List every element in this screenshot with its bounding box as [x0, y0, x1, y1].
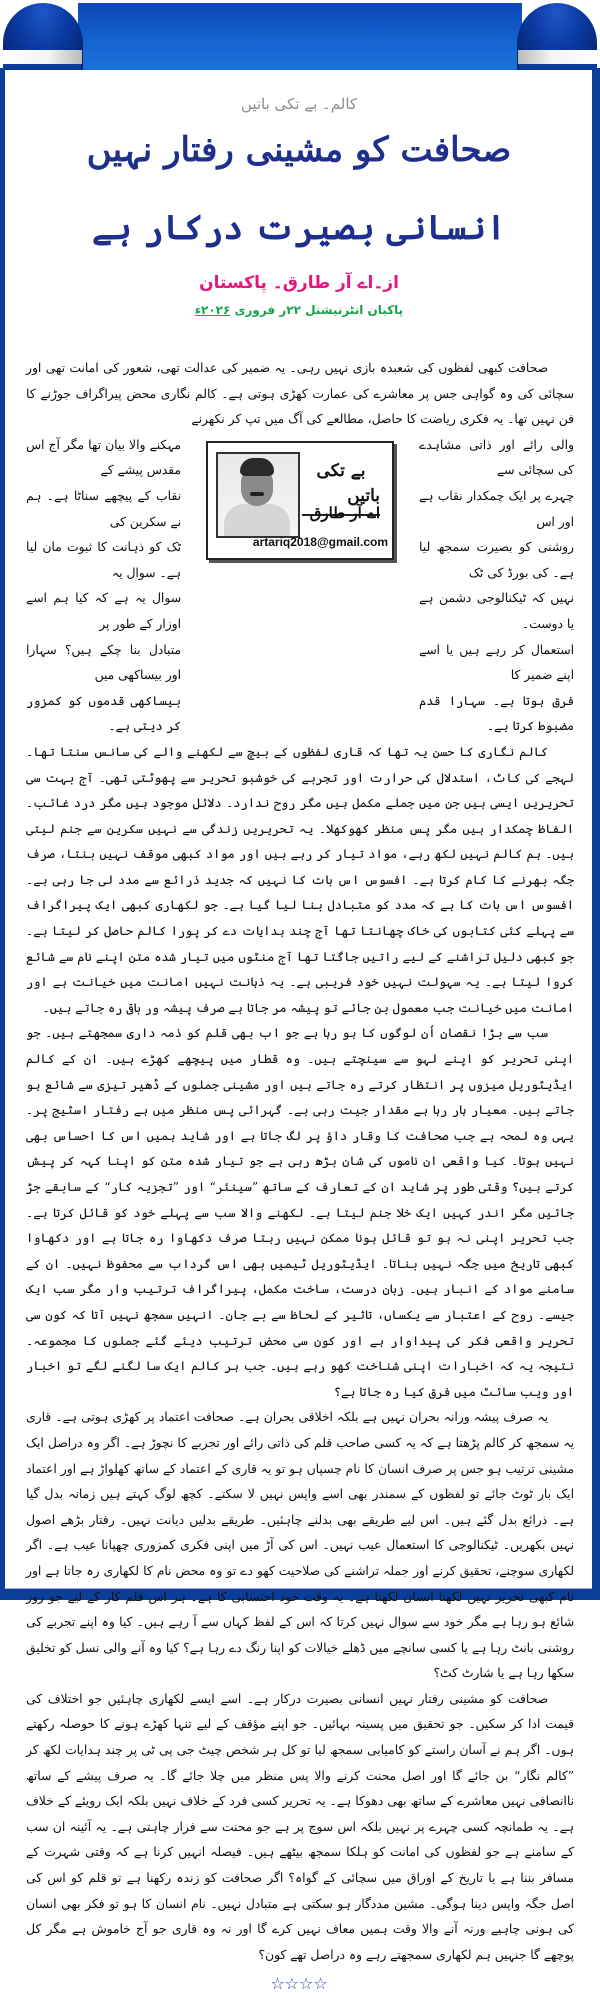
byline: از۔اے آر طارق۔ پاکستان: [199, 273, 399, 293]
column-kicker: کالم۔ بے تکی باتیں: [240, 95, 358, 113]
inset-line: روشنی کو بصیرت سمجھ لیا ہے۔ کی بورڈ کی ٹک: [419, 540, 574, 580]
inset-section: [26, 433, 574, 740]
inset-text-left: [26, 433, 181, 740]
column-name: بے تکی باتیں: [302, 459, 380, 516]
author-email[interactable]: artariq2018@gmail.com: [252, 535, 388, 550]
headline-line-1: صحافت کو مشینی رفتار نہیں: [86, 130, 512, 170]
author-name: اے آر طارق: [309, 503, 380, 522]
end-stars-icon: ☆☆☆☆: [270, 1974, 328, 1993]
dateline-year: ۲۰۲۶ء: [194, 303, 231, 317]
scroll-curl-right: [518, 50, 600, 64]
body-paragraph: سب سے بڑا نقصان اُن لوگوں کا ہو رہا ہے جو اب بھی قلم کو ذمہ داری سمجھتے ہیں۔ جو اپنی تحریر کو اپنے لہو سے سینچتے ہیں۔ وہ قطار میں پیچھے کھڑے ہیں۔ ان کے کالم ایڈیٹوریل میزوں پر انتظار کرتے رہ جاتے ہیں اور مشینی جملوں کے ڈھیر تیزی سے شائع ہو جاتے ہیں۔ معیار ہار رہا ہے مقدار جیت رہی ہے۔ گہرائی پس منظر میں ہے رفتار اسٹیج پر۔ یہی وہ لمحہ ہے جب صحافت کا وقار داؤ پر لگ جاتا ہے اور شاید ہمیں اس کا احساس بھی نہیں ہوتا۔ کیا واقعی ان ناموں کی شان بڑھ رہی ہے جو تیار شدہ متن کو اپنا کہہ کر پیش کرتے ہیں؟ وقتی طور پر شاید ان کے تعارف کے ساتھ ”سینئر“ اور ”تجزیہ کار“ کے سابقے جڑ جائیں مگر اندر کہیں ایک خلا جنم لیتا ہے۔ لکھنے والا سب سے پہلے خود کو قائل کرتا ہے۔ جب تحریر اپنی نہ ہو تو قائل ہونا ممکن نہیں رہتا صرف دکھاوا رہ جاتا ہے اور دکھاوا کبھی تاریخ میں جگہ نہیں بناتا۔ ایڈیٹوریل ٹیمیں بھی اس گرداب سے محفوظ نہیں۔ ان کے سامنے مواد کے انبار ہیں۔ زبان درست، ساخت مکمل، پیراگراف ترتیب وار مگر سب ایک جیسے۔ روح کے اعتبار سے یکساں، تاثیر کے لحاظ سے بے جان۔ انہیں سمجھ نہیں آتا کہ کون سی تحریر واقعی فکر کی پیداوار ہے اور کون سی محض ترتیب دیئے گئے جملوں کا مجموعہ۔ نتیجہ یہ کہ اخبارات اپنی شناخت کھو رہے ہیں۔ جب ہر کالم ایک سا لگنے لگے تو اخبار اور ویب سائٹ میں فرق کیا رہ جاتا ہے؟: [26, 1026, 574, 1399]
headline-line-2: انسانی بصیرت درکار ہے: [91, 208, 507, 248]
inset-text-right: [419, 433, 574, 740]
body-paragraph: کالم نگاری کا حسن یہ تھا کہ قاری لفظوں کے بیچ سے لکھنے والے کی سانس سنتا تھا۔ لہجے کی کاٹ، استدلال کی حرارت اور تجربے کی خوشبو تحریر سے پھوٹتی تھی۔ آج بہت سی تحریریں ایسی ہیں جن میں جملے مکمل ہیں مگر روح ندارد۔ دلائل موجود ہیں مگر درد غائب۔ الفاظ چمکدار ہیں مگر پس منظر کھوکھلا۔ یہ تحریریں زندگی سے نہیں سکرین سے جنم لیتی ہیں۔ ہم کالم نہیں لکھ رہے، مواد تیار کر رہے ہیں اور مواد کبھی موقف نہیں بنتا، صرف جگہ بھرنے کا کام کرتا ہے۔ افسوس اس بات کا نہیں کہ جدید ذرائع سے مدد لی جا رہی ہے۔ افسوس اس بات کا ہے کہ مدد کو متبادل بنا لیا گیا ہے۔ جو لکھاری کبھی ایک پیراگراف سے پہلے کئی کتابوں کی خاک چھانتا تھا آج چند ہدایات دے کر پورا کالم حاصل کر لیتا ہے۔ جو کبھی دلیل تراشنے کے لیے راتیں جاگتا تھا آج منٹوں میں تیار شدہ متن اپنے نام سے شائع کروا لیتا ہے۔ یہ سہولت نہیں خود فریبی ہے۔ یہ ذہانت نہیں امانت میں خیانت ہے اور امانت میں خیانت جب معمول بن جائے تو پیشہ مر جاتا ہے صرف پیشہ ور باقی رہ جاتے ہیں۔: [26, 744, 574, 1015]
inset-line: سوال یہ ہے کہ کیا ہم اسے اوزار کے طور پر: [26, 591, 181, 631]
frame-border-right: [592, 68, 600, 1600]
dateline-publication: پاکبان انٹرنیشنل ۲۲ر فروری: [234, 303, 404, 317]
inset-line: ٹک کو ذہانت کا ثبوت مان لیا ہے۔ سوال یہ: [26, 540, 181, 580]
inset-line: والی رائے اور ذاتی مشاہدے کی سچائی سے: [419, 437, 574, 478]
photo-moustache: [250, 492, 264, 496]
author-photo: [216, 452, 300, 538]
inset-line: نقاب کے پیچھے سناٹا ہے۔ ہم نے سکرین کی: [26, 488, 181, 529]
inset-line: فرق ہوتا ہے۔ سہارا قدم مضبوط کرتا ہے۔: [419, 693, 574, 734]
photo-hair: [240, 458, 274, 476]
inset-line: بیساکھی قدموں کو کمزور کر دیتی ہے۔: [26, 693, 181, 734]
inset-line: نہیں کہ ٹیکنالوجی دشمن ہے یا دوست۔: [419, 591, 574, 631]
intro-paragraph: صحافت کبھی لفظوں کی شعبدہ بازی نہیں رہی۔ یہ ضمیر کی عدالت تھی، شعور کی امانت تھی اور سچائی کی وہ گواہی جس پر معاشرے کی عمارت کھڑی ہوتی ہے۔ کالم نگاری محض پیراگراف جوڑنے کا فن نہیں تھا۔ یہ فکری ریاضت کا حاصل، مطالعے کی آگ میں تپ کر نکھرنے: [26, 361, 574, 427]
scroll-curl-left: [0, 50, 82, 64]
frame-border-left: [0, 68, 5, 1600]
body-paragraph: صحافت کو مشینی رفتار نہیں انسانی بصیرت درکار ہے۔ اسے ایسے لکھاری چاہئیں جو اختلاف کی قیمت ادا کر سکیں۔ جو تحقیق میں پسینہ بہائیں۔ جو اپنے مؤقف کے لیے تنہا کھڑے ہونے کا حوصلہ رکھتے ہوں۔ اگر ہم نے آسان راستے کو کامیابی سمجھ لیا تو کل ہر شخص چیٹ جی پی ٹی پر چند ہدایات لکھ کر ”کالم نگار“ بن جائے گا اور اصل محنت کرنے والا پس منظر میں چلا جائے گا۔ یہ صرف پیشے کے ساتھ ناانصافی نہیں معاشرے کے ساتھ بھی دھوکا ہے۔ یہ تحریر کسی فرد کے خلاف نہیں بلکہ ایک رویئے کے خلاف ہے۔ یہ طمانچہ کسی چہرے پر نہیں بلکہ اس سوچ پر ہے جو محنت سے فرار چاہتی ہے۔ یہ آئینہ ان سب کے سامنے ہے جو لفظوں کی امانت کو ہلکا سمجھ بیٹھے ہیں۔ فیصلہ انہیں کرنا ہے کہ وقتی شہرت کے مسافر بننا ہے یا تاریخ کے اوراق میں سچائی کے گواہ؟ اگر صحافت کو زندہ رکھنا ہے تو قلم کو اس کی اصل جگہ واپس دینا ہوگی۔ مشین مددگار ہو سکتی ہے متبادل نہیں۔ نام انسان کا ہو تو فکر بھی انسان کی ہونی چاہیے ورنہ آنے والا وقت ہمیں معاف نہیں کرے گا اور نہ وہ قاری جو آج خاموش ہے مگر کل پوچھے گا جنہیں ہم لکھاری سمجھتے رہے وہ دراصل تھے کون؟: [26, 1691, 574, 1962]
inset-line: مہکنے والا بیان تھا مگر آج اس مقدس پیشے کے: [26, 437, 181, 478]
header-banner: [78, 3, 522, 70]
inset-line: چہرے پر ایک چمکدار نقاب ہے اور اس: [419, 488, 574, 529]
inset-line: استعمال کر رہے ہیں یا اسے اپنے ضمیر کا: [419, 642, 574, 683]
dateline: [14, 302, 584, 318]
author-box: [206, 441, 394, 560]
article-body: [14, 356, 584, 1968]
article-container: [14, 70, 584, 1993]
inset-line: متبادل بنا چکے ہیں؟ سہارا اور بیساکھی میں: [26, 642, 181, 683]
body-paragraph: یہ صرف پیشہ ورانہ بحران نہیں ہے بلکہ اخلاقی بحران ہے۔ صحافت اعتماد پر کھڑی ہوتی ہے۔ قاری یہ سمجھ کر کالم پڑھتا ہے کہ یہ کسی صاحب قلم کی ذاتی رائے اور تجربے کا نچوڑ ہے۔ اگر وہ دراصل ایک مشینی ترتیب ہو جس پر صرف انسان کا نام چسپاں ہو تو یہ قاری کے اعتماد کے ساتھ کھلواڑ ہے اور اعتماد ایک بار ٹوٹ جائے تو لفظوں کے سمندر بھی اسے واپس نہیں لا سکتے۔ کچھ لوگ کہتے ہیں زمانہ بدل گیا ہے۔ ذرائع بدل گئے ہیں۔ اس لیے طریقے بھی بدلنے چاہئیں۔ طریقے بدلیں دیانت نہیں۔ رفتار بڑھے اصول نہیں بکھریں۔ ٹیکنالوجی کا استعمال عیب نہیں۔ اس کی آڑ میں اپنی فکری کمزوری چھپانا عیب ہے۔ اگر لکھاری سوچنے، تحقیق کرنے اور جملہ تراشنے کی صلاحیت کھو دے تو وہ محض نام کا لکھاری رہ جاتا ہے اور نام کبھی تحریر نہیں لکھتا انسان لکھتا ہے۔ یہ وقت خود احتسابی کا ہے۔ ہر اس قلم کار کے لیے جو روز شائع ہو رہا ہے مگر خود سے سوال نہیں کرتا کہ اس کے لفظ کہاں سے آ رہے ہیں۔ کیا وہ اپنے تجربے کی روشنی بانٹ رہا ہے یا کسی سانچے میں ڈھلے خیالات کو اپنا رنگ دے رہا ہے؟ کیا وہ آنے والی نسل کو تخلیق سکھا رہا ہے یا شارٹ کٹ؟: [26, 1410, 574, 1681]
